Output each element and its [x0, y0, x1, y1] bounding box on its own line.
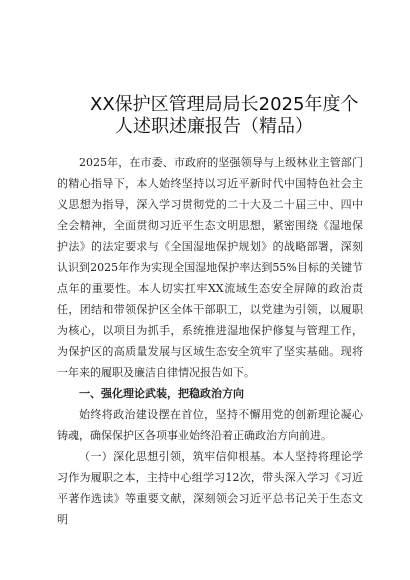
subsection-paragraph: （一）深化思想引领，筑牢信仰根基。本人坚持将理论学习作为履职之本，主持中心组学习12次，带头深入学习《习近平著作选读》等重要文献，深刻领会习近平总书记关于生态文明	[57, 450, 363, 526]
document-title	[60, 94, 360, 138]
title-line-2: 人述职述廉报告（精品）	[115, 116, 313, 138]
section-paragraph: 始终将政治建设摆在首位，坚持不懈用党的创新理论凝心铸魂，确保保护区各项事业始终沿着正确政治方向前进。	[57, 408, 363, 442]
document-body	[57, 152, 363, 530]
intro-paragraph: 2025年，在市委、市政府的坚强领导与上级林业主管部门的精心指导下，本人始终坚持以习近平新时代中国特色社会主义思想为指导，深入学习贯彻党的二十大及二十届三中、四中全会精神，全面贯彻习近平生态文明思想，紧密围绕《湿地保护法》的法定要求与《全国湿地保护规划》的战略部署，深刻认识到2025年作为实现全国湿地保护率达到55%目标的关键节点年的重要性。本人切实扛牢XX流域生态安全屏障的政治责任，团结和带领保护区全体干部职工，以党建为引领，以履职为核心，以项目为抓手，系统推进湿地保护修复与管理工作，为保护区的高质量发展与区域生态安全筑牢了坚实基础。现将一年来的履职及廉洁自律情况报告如下。	[57, 156, 363, 379]
title-line-1: XX保护区管理局局长2025年度个	[90, 94, 359, 116]
section-heading: 一、强化理论武装，把稳政治方向	[79, 387, 244, 400]
